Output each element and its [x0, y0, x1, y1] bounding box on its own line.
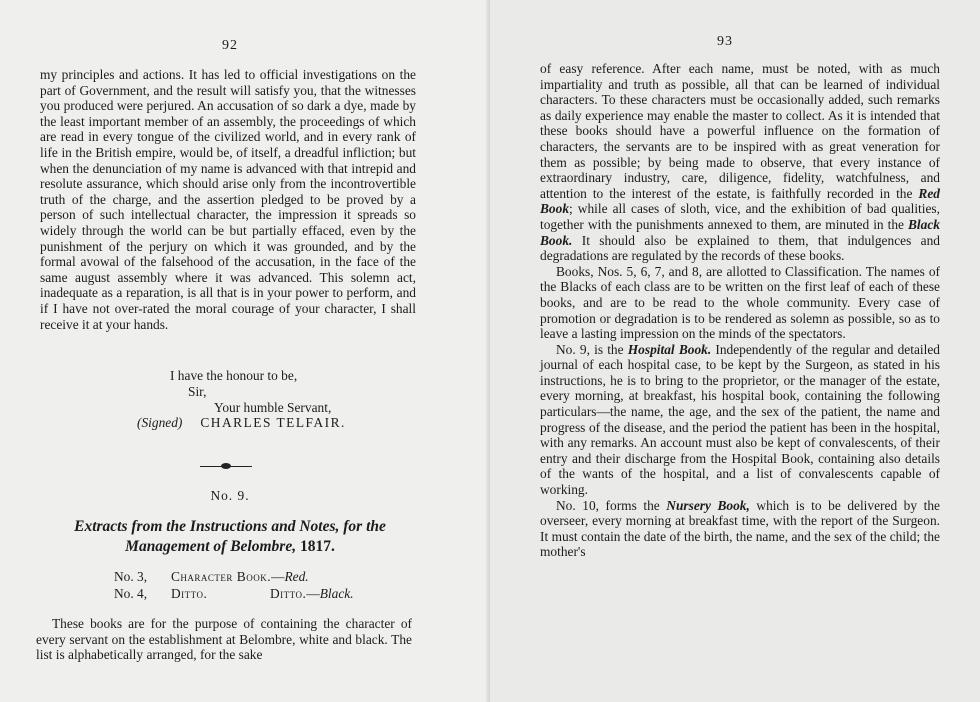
para-4-b: which is to be delivered by the overseer, every morning at breakfast time, with the report of the Surgeon. It must contain the date of the birth, the name, and the sex of the child; the mother's — [540, 497, 940, 560]
document-number: No. 9. — [210, 488, 250, 503]
document-title — [30, 517, 430, 557]
right-page-text — [540, 61, 940, 560]
page-number-left: 92 — [222, 38, 238, 53]
page-number-right: 93 — [717, 34, 733, 49]
letter-paragraph: my principles and actions. It has led to official investigations on the part of Government, and the result will satisfy you, that the witnesses you produced were perjured. An accusation of so dark a dye, made by the least important member of an assembly, the proceedings of which are read in every tongue of the civilized world, and in every rank of life in the British empire, would be, of itself, a dreadful infliction; but when the denunciation of my name is advanced with that intrepid and resolute assurance, which should arise only from the incontrovertible truth of the charge, and the assertion pledged to be proved by a person of such intellectual character, the impression it spreads so widely through the world can be but partially effaced, even by the punishment of the perjury on which it was grounded, and by the formal avowal of the falsehood of the accusation, in the face of the same august assembly where it was advanced. This solemn act, inadequate as a reparation, is all that is in your power to perform, and if I have not over-rated the moral courage of your character, I shall receive it at your hands. — [40, 67, 416, 332]
red-book-ref: Red Book — [540, 185, 940, 217]
signed-label: (Signed) — [137, 415, 183, 430]
bottom-paragraph: These books are for the purpose of containing the character of every servant on the establishment at Belombre, white and black. The list is alphabetically arranged, for the sake — [36, 616, 412, 663]
para-3-a: No. 9, is the — [556, 341, 624, 357]
book-number: No. 3, — [114, 569, 148, 584]
nursery-book-ref: Nursery Book, — [666, 497, 750, 513]
book-name: Character Book. — [171, 569, 272, 584]
paragraph-1 — [540, 61, 940, 264]
para-1-c: It should also be explained to them, that indulgences and degradations are regulated by the records of these books. — [540, 232, 940, 264]
paragraph-2: Books, Nos. 5, 6, 7, and 8, are allotted to Classification. The names of the Blacks of each class are to be written on the first leaf of each of these books, and are to be read to the whole community. Every case of promotion or degradation is to be rendered as solemn as possible, so as to leave a lasting impression on the minds of the spectators. — [540, 263, 940, 342]
signature-line — [137, 415, 346, 431]
para-1-b: ; while all cases of sloth, vice, and the exhibition of bad qualities, together with the punishments annexed to them, are minuted in the — [540, 201, 940, 232]
letter-body — [40, 67, 416, 332]
book-sub: Ditto. — [270, 586, 307, 601]
book-name: Ditto. — [171, 586, 208, 601]
document-title-text: Extracts from the Instructions and Notes, for the Management of Belombre, — [74, 518, 386, 555]
book-number: No. 4, — [114, 586, 148, 601]
closing-honour: I have the honour to be, — [170, 368, 298, 383]
closing-servant: Your humble Servant, — [214, 400, 332, 415]
para-1-a: of easy reference. After each name, must be noted, with as much impartiality and truth as possible, all that can be learned of individual characters. To these characters must be occasionally added, such remarks as daily experience may enable the master to collect. As it is intended that these books should have a powerful influence on the formation of characters, the servants are to be inspired with as great veneration for them as possible; by being made to observe, that every instance of extraordinary industry, care, diligence, fidelity, watchfulness, and attention to the interest of the estate, is faithfully recorded in the — [540, 61, 940, 201]
divider-ornament — [200, 463, 252, 469]
paragraph-4 — [540, 498, 940, 560]
bottom-text — [36, 616, 412, 663]
para-4-a: No. 10, forms the — [556, 497, 660, 513]
para-3-b: Independently of the regular and detailed journal of each hospital case, to be kept by the Surgeon, as stated in his instructions, he is to bring to the proprietor, or the manager of the estate, every morning, at breakfast, his hospital book, containing the following particulars—the name, the age, and the sex of the patient, the name and progress of the disease, and the period the patient has been in the hospital, with any remarks. An account must also be kept of convalescents, of their entry and their discharge from the Hospital Book, containing also details of the wants of the hospital, and a list of convalescents capable of working. — [540, 341, 940, 498]
book-list — [114, 568, 354, 602]
book-row: No. 4, Ditto. Ditto.—Black. — [114, 586, 354, 601]
signature-name: CHARLES TELFAIR. — [200, 415, 346, 430]
book-color: Red. — [284, 569, 309, 584]
book-row: No. 3, Character Book.—Red. — [114, 569, 309, 584]
ornament-dot — [221, 463, 231, 469]
book-color: Black. — [319, 586, 354, 601]
closing-sir: Sir, — [188, 384, 207, 399]
document-year: 1817. — [299, 538, 335, 555]
black-book-ref: Black Book. — [540, 216, 940, 248]
hospital-book-ref: Hospital Book. — [627, 341, 712, 357]
paragraph-3 — [540, 342, 940, 498]
